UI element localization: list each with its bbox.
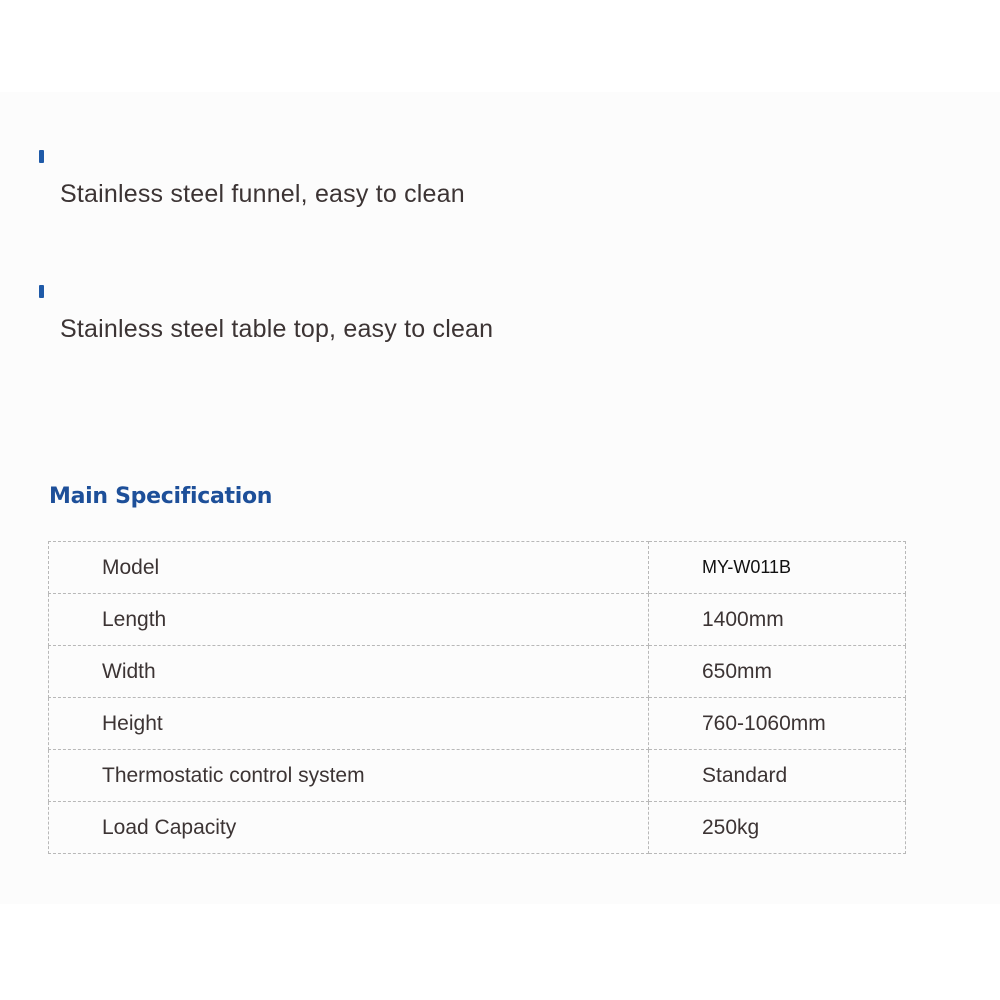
- spec-value: 650mm: [649, 646, 906, 698]
- accent-bar-icon: [39, 150, 44, 163]
- spec-row-length: [49, 594, 906, 646]
- spec-value: 760-1060mm: [649, 698, 906, 750]
- specification-title: Main Specification: [49, 484, 273, 509]
- spec-value: 250kg: [649, 802, 906, 854]
- feature-item: [0, 140, 1000, 220]
- spec-label: Load Capacity: [49, 802, 649, 854]
- spec-label: Thermostatic control system: [49, 750, 649, 802]
- spec-row-width: [49, 646, 906, 698]
- spec-value: Standard: [649, 750, 906, 802]
- spec-label: Length: [49, 594, 649, 646]
- accent-bar-icon: [39, 285, 44, 298]
- spec-label: Height: [49, 698, 649, 750]
- spec-row-height: [49, 698, 906, 750]
- specification-table: [48, 541, 906, 854]
- feature-text: Stainless steel table top, easy to clean: [60, 315, 494, 343]
- spec-row-load-capacity: [49, 802, 906, 854]
- spec-row-model: [49, 542, 906, 594]
- spec-value: 1400mm: [649, 594, 906, 646]
- spec-label: Model: [49, 542, 649, 594]
- feature-item: [0, 275, 1000, 355]
- spec-row-thermostatic-control: [49, 750, 906, 802]
- feature-text: Stainless steel funnel, easy to clean: [60, 180, 465, 208]
- spec-label: Width: [49, 646, 649, 698]
- spec-value: MY-W011B: [649, 542, 906, 594]
